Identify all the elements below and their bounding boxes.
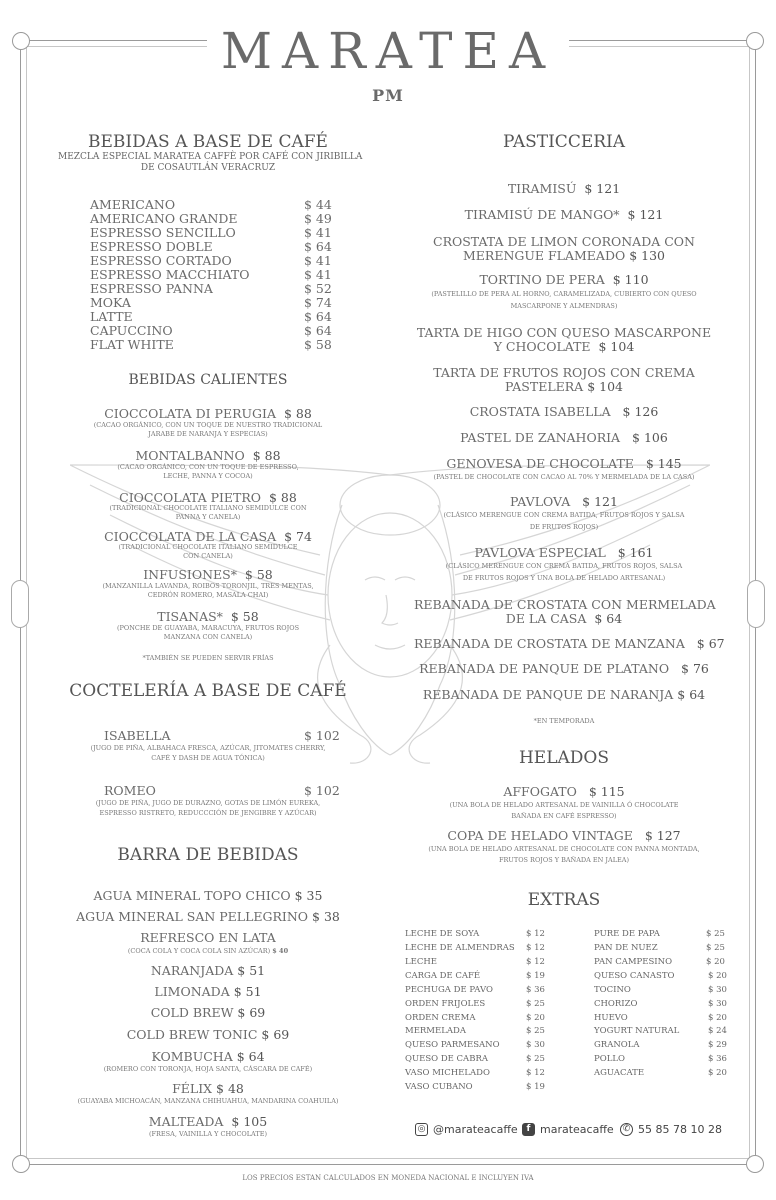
item-description: (CLÁSICO MERENGUE CON CREMA BATIDA, FRUTOS ROJOS Y SALSA — [443, 511, 685, 519]
list-item: ESPRESSO MACCHIATO $ 41 — [90, 267, 332, 282]
menu-item: TIRAMISÚ DE MANGO* $ 121 — [464, 207, 664, 222]
menu-item-line-2: PASTELERA $ 104 — [505, 379, 623, 394]
list-item: PAN DE NUEZ $ 25 — [594, 943, 725, 953]
menu-item: FÉLIX $ 48 — [172, 1081, 244, 1096]
list-item: ESPRESSO CORTADO $ 41 — [90, 253, 332, 268]
list-item: LECHE DE SOYA $ 12 — [405, 929, 545, 939]
menu-item: COLD BREW TONIC $ 69 — [126, 1027, 290, 1042]
coffee-section-subtitle: MEZCLA ESPECIAL MARATEA CAFFÈ POR CAFÉ CON JIRIBILLA — [58, 152, 363, 162]
list-item: ESPRESSO SENCILLO $ 41 — [90, 225, 332, 240]
list-item: VASO MICHELADO $ 12 — [405, 1068, 545, 1078]
list-item: TOCINO $ 30 — [594, 985, 727, 995]
list-item: ORDEN FRIJOLES $ 25 — [405, 999, 545, 1009]
list-item: MERMELADA $ 25 — [405, 1026, 545, 1036]
menu-item: TARTA DE FRUTOS ROJOS CON CREMA — [433, 365, 695, 380]
item-description: FRUTOS ROJOS Y BAÑADA EN JALEA) — [498, 856, 629, 864]
list-item: LECHE $ 12 — [405, 957, 545, 967]
menu-item: COLD BREW $ 69 — [150, 1005, 266, 1020]
menu-item: NARANJADA $ 51 — [150, 963, 266, 978]
list-item: CHORIZO $ 30 — [594, 999, 727, 1009]
menu-item: CIOCCOLATA PIETRO $ 88 — [119, 490, 297, 505]
list-item: LATTE $ 64 — [90, 309, 332, 324]
instagram-handle[interactable]: ◎ @marateacaffe — [415, 1120, 518, 1138]
extras-section-title: EXTRAS — [527, 890, 601, 910]
list-item: VASO CUBANO $ 19 — [405, 1082, 545, 1092]
menu-item: TIRAMISÚ $ 121 — [507, 181, 621, 196]
side-ornament-left — [11, 580, 29, 628]
item-description: (TRADICIONAL CHOCOLATE ITALIANO SEMIDULCE CON — [109, 504, 307, 512]
item-description: (CACAO ORGÁNICO, CON UN TOQUE DE NUESTRO TRADICIONAL — [93, 421, 323, 429]
list-item: FLAT WHITE $ 58 — [90, 337, 332, 352]
menu-item: CIOCCOLATA DI PERUGIA $ 88 — [104, 406, 312, 421]
hot-drinks-footnote: *TAMBIÉN SE PUEDEN SERVIR FRÍAS — [142, 654, 274, 662]
pastry-section-title: PASTICCERIA — [502, 132, 626, 152]
coffee-section-title: BEBIDAS A BASE DE CAFÉ — [88, 132, 328, 152]
facebook-handle[interactable]: f marateacaffe — [522, 1120, 614, 1138]
item-description: (UNA BOLA DE HELADO ARTESANAL DE CHOCOLATE CON PANNA MONTADA, — [428, 845, 700, 853]
item-description: (JUGO DE PIÑA, ALBAHACA FRESCA, AZÚCAR, JITOMATES CHERRY, — [90, 744, 326, 752]
menu-item-line-2: MERENGUE FLAMEADO $ 130 — [462, 248, 666, 263]
list-item: ESPRESSO DOBLE $ 64 — [90, 239, 332, 254]
menu-item: MALTEADA $ 105 — [148, 1114, 268, 1129]
side-ornament-right — [747, 580, 765, 628]
instagram-icon: ◎ — [415, 1123, 428, 1136]
list-item: PURE DE PAPA $ 25 — [594, 929, 725, 939]
menu-item: MONTALBANNO $ 88 — [135, 448, 281, 463]
item-description: (ROMERO CON TORONJA, HOJA SANTA, CÁSCARA DE CAFÉ) — [103, 1065, 313, 1073]
menu-item: LIMONADA $ 51 — [154, 984, 262, 999]
menu-item: REBANADA DE PANQUE DE NARANJA $ 64 — [422, 687, 706, 702]
menu-item: AGUA MINERAL SAN PELLEGRINO $ 38 — [76, 909, 340, 924]
list-item: ROMEO $ 102 — [104, 783, 340, 798]
item-description: ESPRESSO RISTRETO, REDUCCCIÓN DE JENGIBRE Y AZÚCAR) — [99, 809, 317, 817]
item-description: MASCARPONE Y ALMENDRAS) — [510, 302, 618, 310]
menu-item: COPA DE HELADO VINTAGE $ 127 — [447, 828, 681, 843]
menu-item: TISANAS* $ 58 — [157, 609, 259, 624]
list-item: PECHUGA DE PAVO $ 36 — [405, 985, 545, 995]
item-description: (PASTELILLO DE PERA AL HORNO, CARAMELIZADA, CUBIERTO CON QUESO — [431, 290, 697, 298]
item-description: (GUAYABA MICHOACÁN, MANZANA CHIHUAHUA, MANDARINA COAHUILA) — [77, 1097, 339, 1105]
list-item: YOGURT NATURAL $ 24 — [594, 1026, 727, 1036]
item-description: CEDRÓN ROMERO, MASALA CHAI) — [147, 591, 269, 599]
item-description: CON CANELA) — [183, 552, 233, 560]
list-item: QUESO DE CABRA $ 25 — [405, 1054, 545, 1064]
item-description: (COCA COLA Y COCA COLA SIN AZÚCAR) $ 40 — [127, 947, 289, 955]
list-item: CAPUCCINO $ 64 — [90, 323, 332, 338]
list-item: CARGA DE CAFÉ $ 19 — [405, 971, 545, 981]
list-item: POLLO $ 36 — [594, 1054, 727, 1064]
brand-subtitle: PM — [372, 86, 404, 105]
facebook-icon: f — [522, 1123, 535, 1136]
item-description: (FRESA, VAINILLA Y CHOCOLATE) — [148, 1130, 268, 1138]
menu-item: CROSTATA ISABELLA $ 126 — [469, 404, 659, 419]
whatsapp-icon: ✆ — [620, 1123, 633, 1136]
list-item: QUESO PARMESANO $ 30 — [405, 1040, 545, 1050]
item-description: CAFÉ Y DASH DE AGUA TÓNICA) — [151, 754, 265, 762]
list-item: PAN CAMPESINO $ 20 — [594, 957, 725, 967]
menu-item: PASTEL DE ZANAHORIA $ 106 — [460, 430, 668, 445]
menu-item: KOMBUCHA $ 64 — [151, 1049, 265, 1064]
item-description: (CACAO ORGÁNICO, CON UN TOQUE DE ESPRESSO, — [117, 463, 299, 471]
phone-number[interactable]: ✆ 55 85 78 10 28 — [620, 1120, 722, 1138]
menu-item: INFUSIONES* $ 58 — [143, 567, 273, 582]
list-item: QUESO CANASTO $ 20 — [594, 971, 727, 981]
pastry-footnote: *EN TEMPORADA — [533, 717, 595, 725]
menu-item: PAVLOVA ESPECIAL $ 161 — [474, 545, 654, 560]
item-description: (MANZANILLA LAVANDA, ROIBOS TORONJIL, TRES MENTAS, — [102, 582, 314, 590]
footer-note: LOS PRECIOS ESTAN CALCULADOS EN MONEDA NACIONAL E INCLUYEN IVA — [242, 1174, 534, 1182]
menu-item-line-2: Y CHOCOLATE $ 104 — [493, 339, 635, 354]
menu-item: REBANADA DE CROSTATA CON MERMELADA — [414, 597, 716, 612]
hot-drinks-section-title: BEBIDAS CALIENTES — [128, 372, 288, 388]
item-description: (TRADICIONAL CHOCOLATE ITALIANO SEMIDULCE — [118, 543, 298, 551]
list-item: AGUACATE $ 20 — [594, 1068, 727, 1078]
list-item: ORDEN CREMA $ 20 — [405, 1013, 545, 1023]
menu-item: CROSTATA DE LIMON CORONADA CON — [433, 234, 695, 249]
menu-item: TARTA DE HIGO CON QUESO MASCARPONE — [416, 325, 712, 340]
menu-item: PAVLOVA $ 121 — [510, 494, 618, 509]
item-description: LECHE, PANNA Y COCOA) — [163, 472, 253, 480]
item-description: (JUGO DE PIÑA, JUGO DE DURAZNO, GOTAS DE LIMÓN EUREKA, — [95, 799, 321, 807]
item-description: JARABE DE NARANJA Y ESPECIAS) — [148, 430, 268, 438]
corner-ornament-bottom-right — [746, 1155, 764, 1173]
menu-item: REFRESCO EN LATA — [140, 930, 276, 945]
item-description: DE FRUTOS ROJOS) — [529, 523, 599, 531]
item-description: (PASTEL DE CHOCOLATE CON CACAO AL 70% Y MERMELADA DE LA CASA) — [433, 473, 695, 481]
menu-item: AFFOGATO $ 115 — [503, 784, 625, 799]
menu-item-line-2: DE LA CASA $ 64 — [505, 611, 623, 626]
icecream-section-title: HELADOS — [518, 748, 609, 768]
item-description: (UNA BOLA DE HELADO ARTESANAL DE VAINILLA Ó CHOCOLATE — [449, 801, 679, 809]
menu-item: REBANADA DE CROSTATA DE MANZANA $ 67 — [414, 636, 725, 651]
item-description: (CLÁSICO MERENGUE CON CREMA BATIDA, FRUTOS ROJOS, SALSA — [445, 562, 683, 570]
menu-item: TORTINO DE PERA $ 110 — [479, 272, 649, 287]
item-description: (PONCHE DE GUAYABA, MARACUYA, FRUTOS ROJOS — [116, 624, 300, 632]
menu-item: REBANADA DE PANQUE DE PLATANO $ 76 — [419, 661, 709, 676]
brand-logo: MARATEA — [0, 22, 776, 80]
item-description: PANNA Y CANELA) — [175, 513, 241, 521]
cocktail-section-title: COCTELERÍA A BASE DE CAFÉ — [69, 681, 347, 701]
item-description: BAÑADA EN CAFÉ ESPRESSO) — [511, 812, 617, 820]
coffee-section-subtitle-2: DE COSAUTLÁN VERACRUZ — [140, 163, 276, 173]
list-item: MOKA $ 74 — [90, 295, 332, 310]
list-item: AMERICANO $ 44 — [90, 197, 332, 212]
list-item: HUEVO $ 20 — [594, 1013, 727, 1023]
list-item: AMERICANO GRANDE $ 49 — [90, 211, 332, 226]
corner-ornament-bottom-left — [12, 1155, 30, 1173]
list-item: GRANOLA $ 29 — [594, 1040, 727, 1050]
list-item: LECHE DE ALMENDRAS $ 12 — [405, 943, 545, 953]
menu-item: AGUA MINERAL TOPO CHICO $ 35 — [93, 888, 323, 903]
menu-item: CIOCCOLATA DE LA CASA $ 74 — [104, 529, 312, 544]
list-item: ISABELLA $ 102 — [104, 728, 340, 743]
list-item: ESPRESSO PANNA $ 52 — [90, 281, 332, 296]
bar-section-title: BARRA DE BEBIDAS — [117, 845, 299, 865]
menu-item: GENOVESA DE CHOCOLATE $ 145 — [446, 456, 682, 471]
item-description: MANZANA CON CANELA) — [163, 633, 253, 641]
item-description: DE FRUTOS ROJOS Y UNA BOLA DE HELADO ARTESANAL) — [462, 574, 666, 582]
